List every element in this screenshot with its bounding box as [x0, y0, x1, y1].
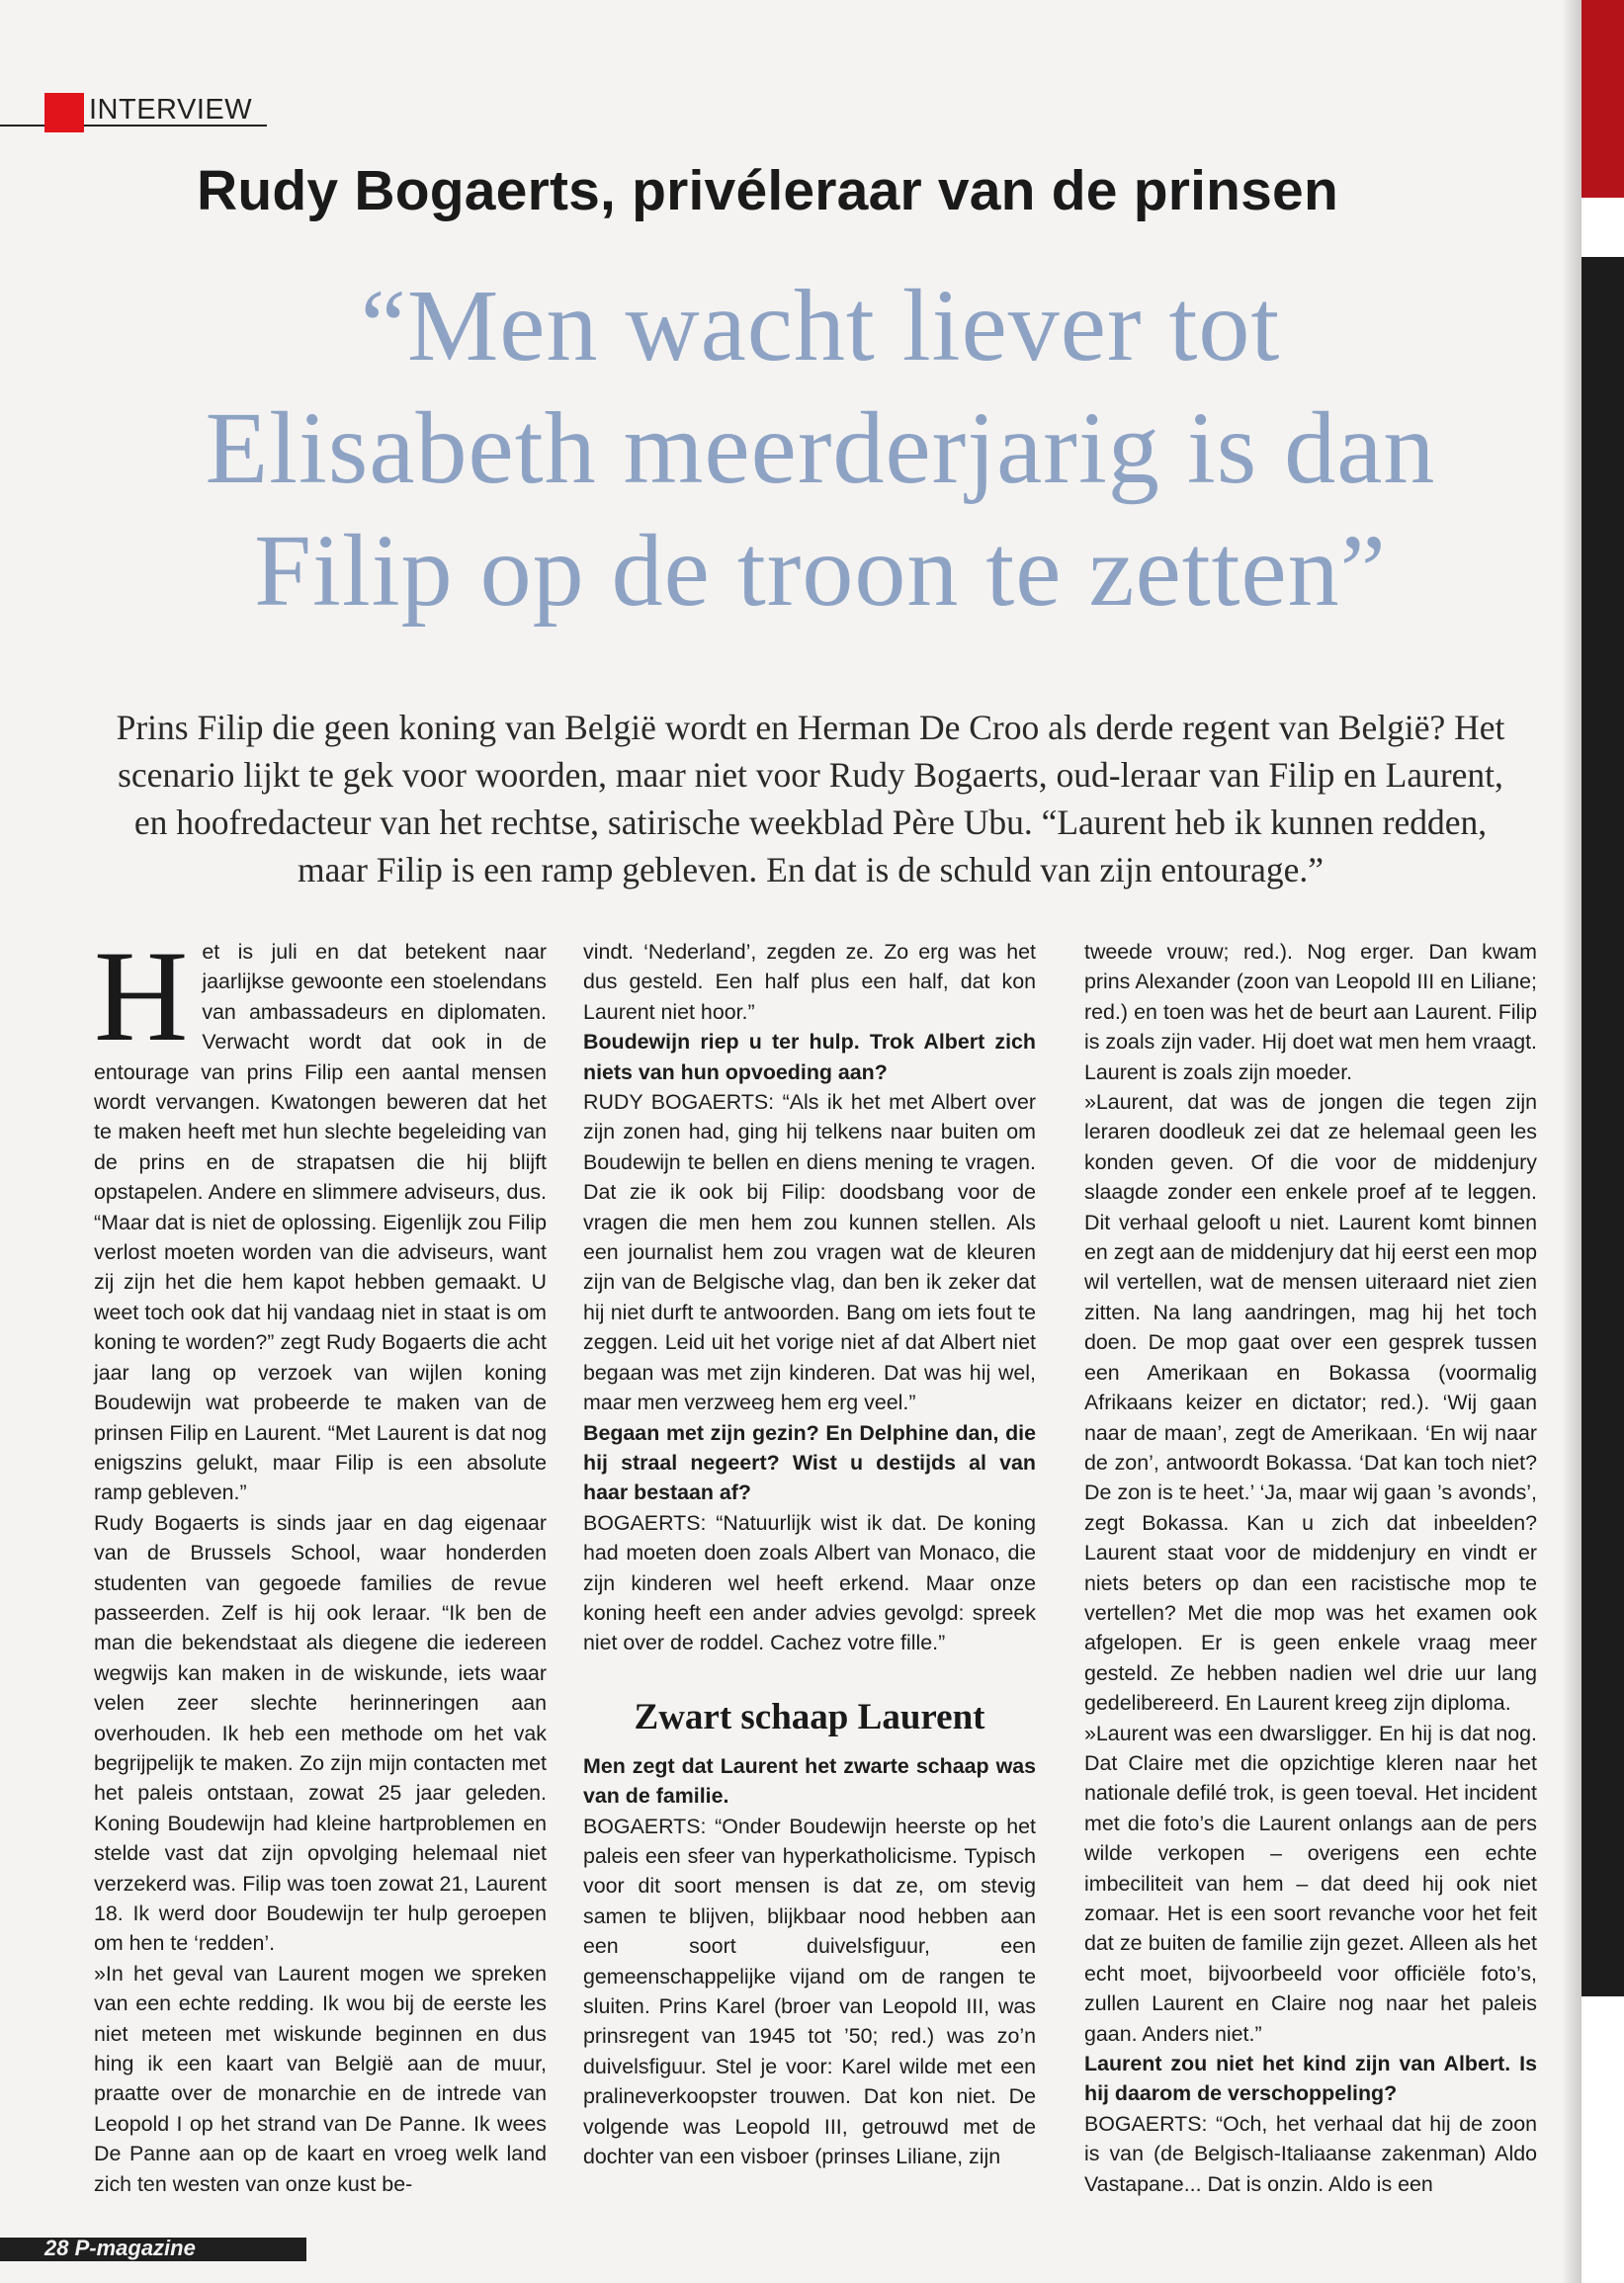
paragraph: et is juli en dat betekent naar jaarlijkse gewoonte een stoelendans van ambassadeurs en diplomaten. Verwacht wordt dat ook in de entourage van prins Filip een aantal mensen wordt vervangen. Kwatongen beweren dat het te maken heeft met hun slechte begeleiding van de prins en de strapatsen die hij blijft opstapelen. Andere en slimmere adviseurs, dus. “Maar dat is niet de oplossing. Eigenlijk zou Filip verlost moeten worden van die adviseurs, want zij zijn het die hem kapot hebben gemaakt. U weet toch ook dat hij vandaag niet in staat is om koning te worden?” zegt Rudy Bogaerts die acht jaar lang op verzoek van wijlen koning Boudewijn wat probeerde te maken van de prinsen Filip en Laurent. “Met Laurent is dat nog enigszins gelukt, maar Filip is een absolute ramp gebleven.” [94, 940, 547, 1505]
column-2 [583, 937, 1036, 2171]
interview-question: Boudewijn riep u ter hulp. Trok Albert zich niets van hun opvoeding aan? [583, 1030, 1036, 1084]
paragraph: »Laurent, dat was de jongen die tegen zijn leraren doodleuk zei dat ze helemaal geen les konden geven. Of die voor de middenjury slaagde zonder een enkele proef af te leggen. Dit verhaal gelooft u niet. Laurent komt binnen en zegt aan de middenjury dat hij eerst een mop wil vertellen, wat de mensen uiteraard niet zien zitten. Na lang aandringen, mag hij het toch doen. De mop gaat over een gesprek tussen een Amerikaan en Bokassa (voormalig Afrikaans keizer en dictator; red.). ‘Wij gaan naar de maan’, zegt de Amerikaan. ‘En wij naar de zon’, antwoordt Bokassa. ‘Dat kan toch niet? De zon is te heet.’ ‘Ja, maar wij gaan ’s avonds’, zegt Bokassa. Kan u zich dat inbeelden? Laurent staat voor de middenjury en vindt er niets beters op dan een racistische mop te vertellen? Met die mop was het examen ook afgelopen. Er is geen enkele vraag meer gesteld. Ze hebben nadien wel drie uur lang gedelibereerd. En Laurent kreeg zijn diploma. [1084, 1090, 1537, 1716]
interview-question: Laurent zou niet het kind zijn van Albert. Is hij daarom de verschoppeling? [1084, 2052, 1537, 2106]
page-gutter-shadow [1562, 0, 1583, 2283]
interview-question: Begaan met zijn gezin? En Delphine dan, die hij straal negeert? Wist u destijds al van haar bestaan af? [583, 1420, 1036, 1505]
intro-paragraph: Prins Filip die geen koning van België wordt en Herman De Croo als derde regent van België? Het scenario lijkt te gek voor woorden, maar niet voor Rudy Bogaerts, oud-leraar van Filip en Laurent, en hoofredacteur van het rechtse, satirische weekblad Père Ubu. “Laurent heb ik kunnen redden, maar Filip is een ramp gebleven. En dat is de schuld van zijn entourage.” [116, 708, 1505, 889]
paragraph: Rudy Bogaerts is sinds jaar en dag eigenaar van de Brussels School, waar honderden studenten van gegoede families de revue passeerden. Zelf is hij ook leraar. “Ik ben de man die bekendstaat als diegene die iedereen wegwijs kan maken in de wiskunde, iets waar velen zeer slechte herinneringen aan overhouden. Ik heb een methode om het vak begrijpelijk te maken. Zo zijn mijn contacten met het paleis ontstaan, zowat 25 jaar geleden. Koning Boudewijn had kleine hartproblemen en stelde vast dat zijn opvolging helemaal niet verzekerd was. Filip was toen zowat 21, Laurent 18. Ik werd door Boudewijn ter hulp geroepen om hen te ‘redden’. [94, 1510, 547, 1956]
headline [79, 265, 1562, 633]
headline-line-1: “Men wacht liever tot [360, 269, 1281, 382]
next-page-photo [1581, 257, 1624, 1996]
paragraph: vindt. ‘Nederland’, zegden ze. Zo erg was het dus gesteld. Een half plus een half, dat kon Laurent niet hoor.” [583, 940, 1036, 1024]
column-3 [1084, 937, 1537, 2199]
interview-answer: BOGAERTS: “Onder Boudewijn heerste op het paleis een sfeer van hyperkatholicisme. Typisch voor dit soort mensen is dat ze, om stevig samen te blijven, blijkbaar nood hebben aan een soort duivelsfiguur, een gemeenschappelijke vijand om de rangen te sluiten. Prins Karel (broer van Leopold III, was prinsregent van 1945 tot ’50; red.) was zo’n duivelsfiguur. Stel je voor: Karel wilde met een pralineverkoopster trouwen. Dat kon niet. De volgende was Leopold III, getrouwd met de dochter van een visboer (prinses Liliane, zijn [583, 1814, 1036, 2169]
headline-line-3: Filip op de troon te zetten” [254, 514, 1387, 628]
subheading: Zwart schaap Laurent [634, 1696, 985, 1737]
interview-answer: BOGAERTS: “Och, het verhaal dat hij de zoon is van (de Belgisch-Italiaanse zakenman) Aldo Vastapane... Dat is onzin. Aldo is een [1084, 2111, 1537, 2196]
paragraph: tweede vrouw; red.). Nog erger. Dan kwam prins Alexander (zoon van Leopold III en Liliane; red.) en toen was het de beurt aan Laurent. Filip is zoals zijn vader. Hij doet wat men hem vraagt. Laurent is zoals zijn moeder. [1084, 940, 1537, 1084]
column-1 [94, 923, 547, 2199]
kicker-text: Rudy Bogaerts, privéleraar van de prinsen [197, 159, 1338, 222]
section-marker [44, 93, 84, 132]
page-number: 28 P-magazine [44, 2236, 196, 2260]
headline-line-2: Elisabeth meerderjarig is dan [205, 391, 1436, 505]
kicker [0, 158, 1624, 223]
interview-answer: RUDY BOGAERTS: “Als ik het met Albert over zijn zonen had, ging hij telkens naar buiten om Boudewijn te bellen en diens mening te vragen. Dat zie ik ook bij Filip: doodsbang voor de vragen die men hem zou kunnen stellen. Als een journalist hem zou vragen wat de kleuren zijn van de Belgische vlag, dan ben ik zeker dat hij niet durft te antwoorden. Bang om iets fout te zeggen. Leid uit het vorige niet af dat Albert niet begaan was met zijn kinderen. Dat was hij wel, maar men verzweeg hem erg veel.” [583, 1090, 1036, 1415]
interview-question: Men zegt dat Laurent het zwarte schaap was van de familie. [583, 1753, 1036, 1809]
section-tag: INTERVIEW [89, 94, 253, 126]
paragraph: »In het geval van Laurent mogen we spreken van een echte redding. Ik wou bij de eerste les niet meteen met wiskunde beginnen en dus hing ik een kaart van België aan de muur, praatte over de monarchie en de intrede van Leopold I op het strand van De Panne. Ik wees De Panne aan op de kaart en vroeg welk land zich ten westen van onze kust be- [94, 1961, 547, 2196]
paragraph: »Laurent was een dwarsligger. En hij is dat nog. Dat Claire met die opzichtige kleren naar het nationale defilé trok, is geen toeval. Het incident met die foto’s die Laurent onlangs aan de pers wilde verkopen – overigens een echte imbeciliteit van hem – dat deed hij ook niet zomaar. Het is een soort revanche voor het feit dat ze buiten de familie zijn gezet. Alleen als het echt moet, bijvoorbeeld voor officiële foto’s, zullen Laurent en Claire nog naar het paleis gaan. Anders niet.” [1084, 1721, 1537, 2046]
drop-cap: H [94, 923, 189, 1068]
next-page-red-block [1581, 0, 1624, 198]
interview-answer: BOGAERTS: “Natuurlijk wist ik dat. De koning had moeten doen zoals Albert van Monaco, die zijn kinderen wel heeft erkend. Maar onze koning heeft een ander advies gevolgd: spreek niet over de roddel. Cachez votre fille.” [583, 1510, 1036, 1655]
